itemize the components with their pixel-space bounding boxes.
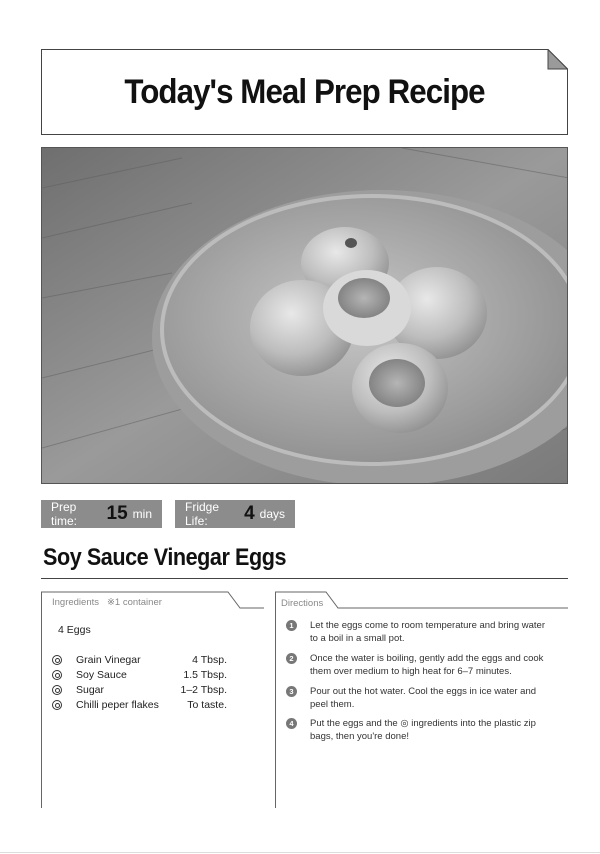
ingredient-name: Chilli peper flakes bbox=[76, 698, 159, 711]
page-title: Today's Meal Prep Recipe bbox=[124, 72, 485, 111]
step-text: Let the eggs come to room temperature and bring water to a boil in a small pot. bbox=[310, 620, 545, 644]
step-number: 2 bbox=[286, 653, 297, 664]
step-number: 4 bbox=[286, 718, 297, 729]
ingredient-amount: 1–2 Tbsp. bbox=[180, 683, 227, 696]
double-circle-icon bbox=[52, 655, 62, 665]
ingredient-amount: 4 Tbsp. bbox=[192, 653, 227, 666]
double-circle-icon bbox=[52, 670, 62, 680]
prep-time-unit: min bbox=[132, 507, 152, 521]
ingredient-amount: 1.5 Tbsp. bbox=[183, 668, 227, 681]
footer-divider bbox=[0, 852, 600, 853]
prep-time-label: Prep time: bbox=[51, 500, 78, 528]
list-item bbox=[52, 697, 227, 712]
direction-step bbox=[286, 619, 556, 645]
directions-label: Directions bbox=[281, 598, 324, 609]
double-circle-icon bbox=[52, 685, 62, 695]
step-number: 3 bbox=[286, 686, 297, 697]
step-text: Once the water is boiling, gently add the eggs and cook them over medium to high heat for 6–7 minutes. bbox=[310, 653, 544, 677]
step-text: Put the eggs and the ◎ ingredients into the plastic zip bags, then you're done! bbox=[310, 718, 536, 742]
list-item bbox=[52, 682, 227, 697]
ingredient-amount: To taste. bbox=[187, 698, 227, 711]
direction-step bbox=[286, 685, 556, 711]
ingredients-label: Ingredients bbox=[52, 597, 100, 608]
ingredient-list bbox=[52, 652, 227, 712]
list-item bbox=[52, 667, 227, 682]
fridge-life-label: Fridge Life: bbox=[185, 500, 220, 528]
fridge-life-unit: days bbox=[259, 507, 285, 521]
recipe-title: Soy Sauce Vinegar Eggs bbox=[43, 544, 287, 571]
direction-step bbox=[286, 717, 556, 743]
main-ingredient: 4 Eggs bbox=[58, 624, 91, 636]
fridge-life-value: 4 bbox=[244, 503, 255, 524]
ingredient-name: Sugar bbox=[76, 683, 105, 696]
ingredient-name: Grain Vinegar bbox=[76, 653, 141, 666]
list-item bbox=[52, 652, 227, 667]
step-text: Pour out the hot water. Cool the eggs in ice water and peel them. bbox=[310, 686, 537, 710]
prep-time-value: 15 bbox=[106, 503, 128, 524]
ingredients-header bbox=[52, 597, 162, 608]
ingredient-name: Soy Sauce bbox=[76, 668, 127, 681]
double-circle-icon bbox=[52, 700, 62, 710]
ingredients-note: ※1 container bbox=[106, 597, 162, 608]
direction-step bbox=[286, 652, 556, 678]
step-number: 1 bbox=[286, 620, 297, 631]
